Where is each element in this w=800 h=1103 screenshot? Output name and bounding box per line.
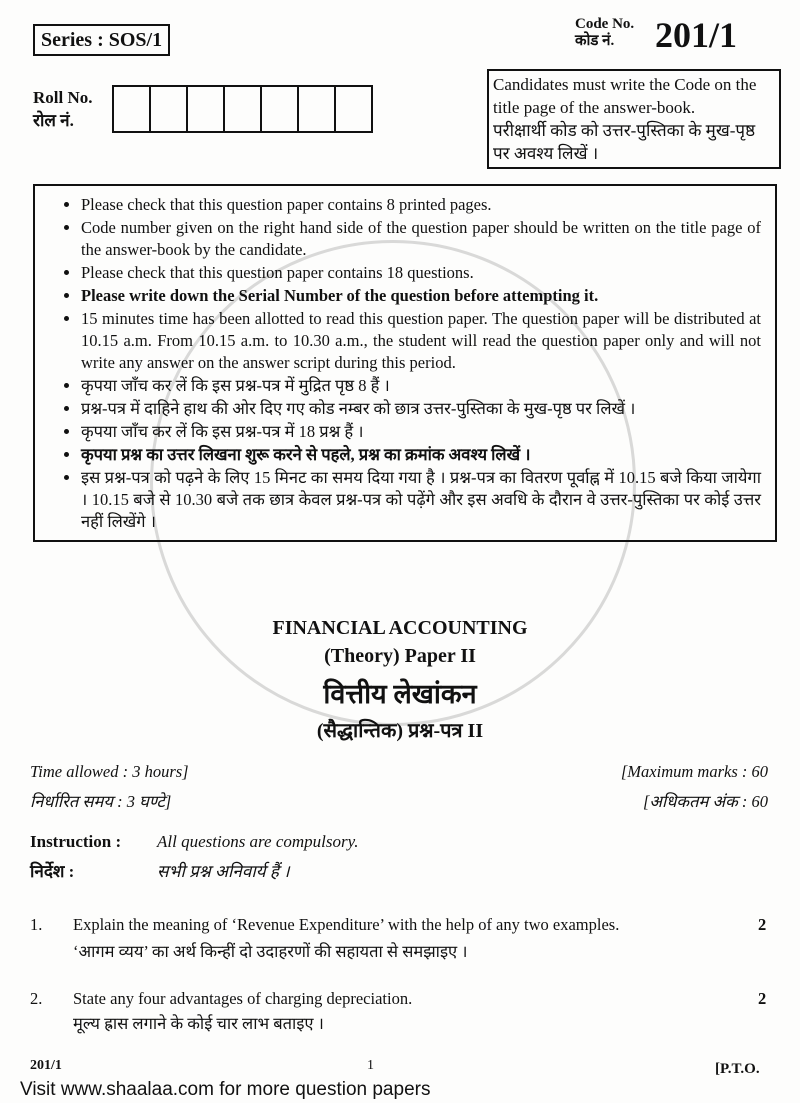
question-marks: 2 <box>758 989 767 1008</box>
instruction-item: • 15 minutes time has been allotted to read this question paper. The question paper will be distributed at 10.15 a.m. From 10.15 a.m. to 10.30 a.m., the student will read the question paper only and will not write any answer on the answer script during this period. <box>81 308 775 374</box>
general-instructions-box <box>33 184 777 542</box>
question-text-en: State any four advantages of charging depreciation. <box>73 989 413 1008</box>
roll-box[interactable] <box>188 87 225 131</box>
question-text-en: Explain the meaning of ‘Revenue Expenditure’ with the help of any two examples. <box>73 915 620 934</box>
question-number: 1. <box>30 915 43 934</box>
roll-label-hi: रोल नं. <box>33 111 74 130</box>
title-en: FINANCIAL ACCOUNTING <box>272 617 528 639</box>
code-label-hi: कोड नं. <box>575 33 615 49</box>
instruction-text-hi: सभी प्रश्न अनिवार्य हैं । <box>157 862 290 881</box>
max-marks-en: [Maximum marks : 60 <box>620 762 768 781</box>
subtitle-hi: (सैद्धान्तिक) प्रश्न-पत्र II <box>316 720 484 742</box>
visit-website-link[interactable]: Visit www.shaalaa.com for more question papers <box>20 1079 431 1100</box>
code-label-en: Code No. <box>575 16 635 32</box>
instruction-item: • कृपया प्रश्न का उत्तर लिखना शुरू करने से पहले, प्रश्न का क्रमांक अवश्य लिखें । <box>81 444 775 466</box>
instruction-item: • Code number given on the right hand side of the question paper should be written on the title page of the answer-book by the candidate. <box>81 217 775 261</box>
instruction-item: • Please check that this question paper contains 18 questions. <box>81 262 775 284</box>
instruction-item: • कृपया जाँच कर लें कि इस प्रश्न-पत्र में मुद्रित पृष्ठ 8 हैं । <box>81 375 775 397</box>
roll-box[interactable] <box>336 87 373 131</box>
code-note-hi: परीक्षार्थी कोड को उत्तर-पुस्तिका के मुख-पृष्ठ पर अवश्य लिखें । <box>493 121 756 163</box>
code-note-en: Candidates must write the Code on the title page of the answer-book. <box>493 75 757 117</box>
question-text-hi: ‘आगम व्यय’ का अर्थ किन्हीं दो उदाहरणों की सहायता से समझाइए । <box>73 942 468 961</box>
time-allowed-en: Time allowed : 3 hours] <box>30 762 189 781</box>
question-number: 2. <box>30 989 43 1008</box>
instruction-item: • प्रश्न-पत्र में दाहिने हाथ की ओर दिए गए कोड नम्बर को छात्र उत्तर-पुस्तिका के मुख-पृष्ठ पर लिखें । <box>81 398 775 420</box>
question-marks: 2 <box>758 915 767 934</box>
roll-box[interactable] <box>262 87 299 131</box>
instruction-label-hi: निर्देश : <box>30 862 75 881</box>
roll-box[interactable] <box>225 87 262 131</box>
instruction-item: • इस प्रश्न-पत्र को पढ़ने के लिए 15 मिनट का समय दिया गया है । प्रश्न-पत्र का वितरण पूर्वाह्न में 10.15 बजे किया जायेगा । 10.15 बजे से 10.30 बजे तक छात्र केवल प्रश्न-पत्र को पढ़ेंगे और इस अवधि के दौरान वे उत्तर-पुस्तिका पर कोई उत्तर नहीं लिखेंगे । <box>81 467 775 533</box>
code-note-box <box>487 69 781 169</box>
code-number: 201/1 <box>655 15 738 55</box>
pto-label: [P.T.O. <box>715 1061 760 1077</box>
instruction-label-en: Instruction : <box>30 832 122 851</box>
max-marks-hi: [अधिकतम अंक : 60 <box>642 792 768 811</box>
subtitle-en: (Theory) Paper II <box>324 645 476 667</box>
instruction-item: • कृपया जाँच कर लें कि इस प्रश्न-पत्र में 18 प्रश्न हैं । <box>81 421 775 443</box>
roll-box[interactable] <box>151 87 188 131</box>
instruction-item: • Please check that this question paper contains 8 printed pages. <box>81 194 775 216</box>
footer-code: 201/1 <box>30 1058 62 1073</box>
roll-label <box>33 86 93 132</box>
page-number: 1 <box>367 1058 374 1073</box>
title-hi: वित्तीय लेखांकन <box>323 679 477 709</box>
series-box: Series : SOS/1 <box>33 24 170 56</box>
roll-box[interactable] <box>299 87 336 131</box>
instruction-item: • Please write down the Serial Number of the question before attempting it. <box>81 285 775 307</box>
time-allowed-hi: निर्धारित समय : 3 घण्टे] <box>30 792 172 811</box>
roll-box[interactable] <box>114 87 151 131</box>
code-label <box>575 16 634 50</box>
question-text-hi: मूल्य ह्रास लगाने के कोई चार लाभ बताइए । <box>73 1014 324 1033</box>
roll-number-boxes[interactable] <box>112 85 373 133</box>
instruction-text-en: All questions are compulsory. <box>157 832 359 851</box>
roll-label-en: Roll No. <box>33 88 93 107</box>
